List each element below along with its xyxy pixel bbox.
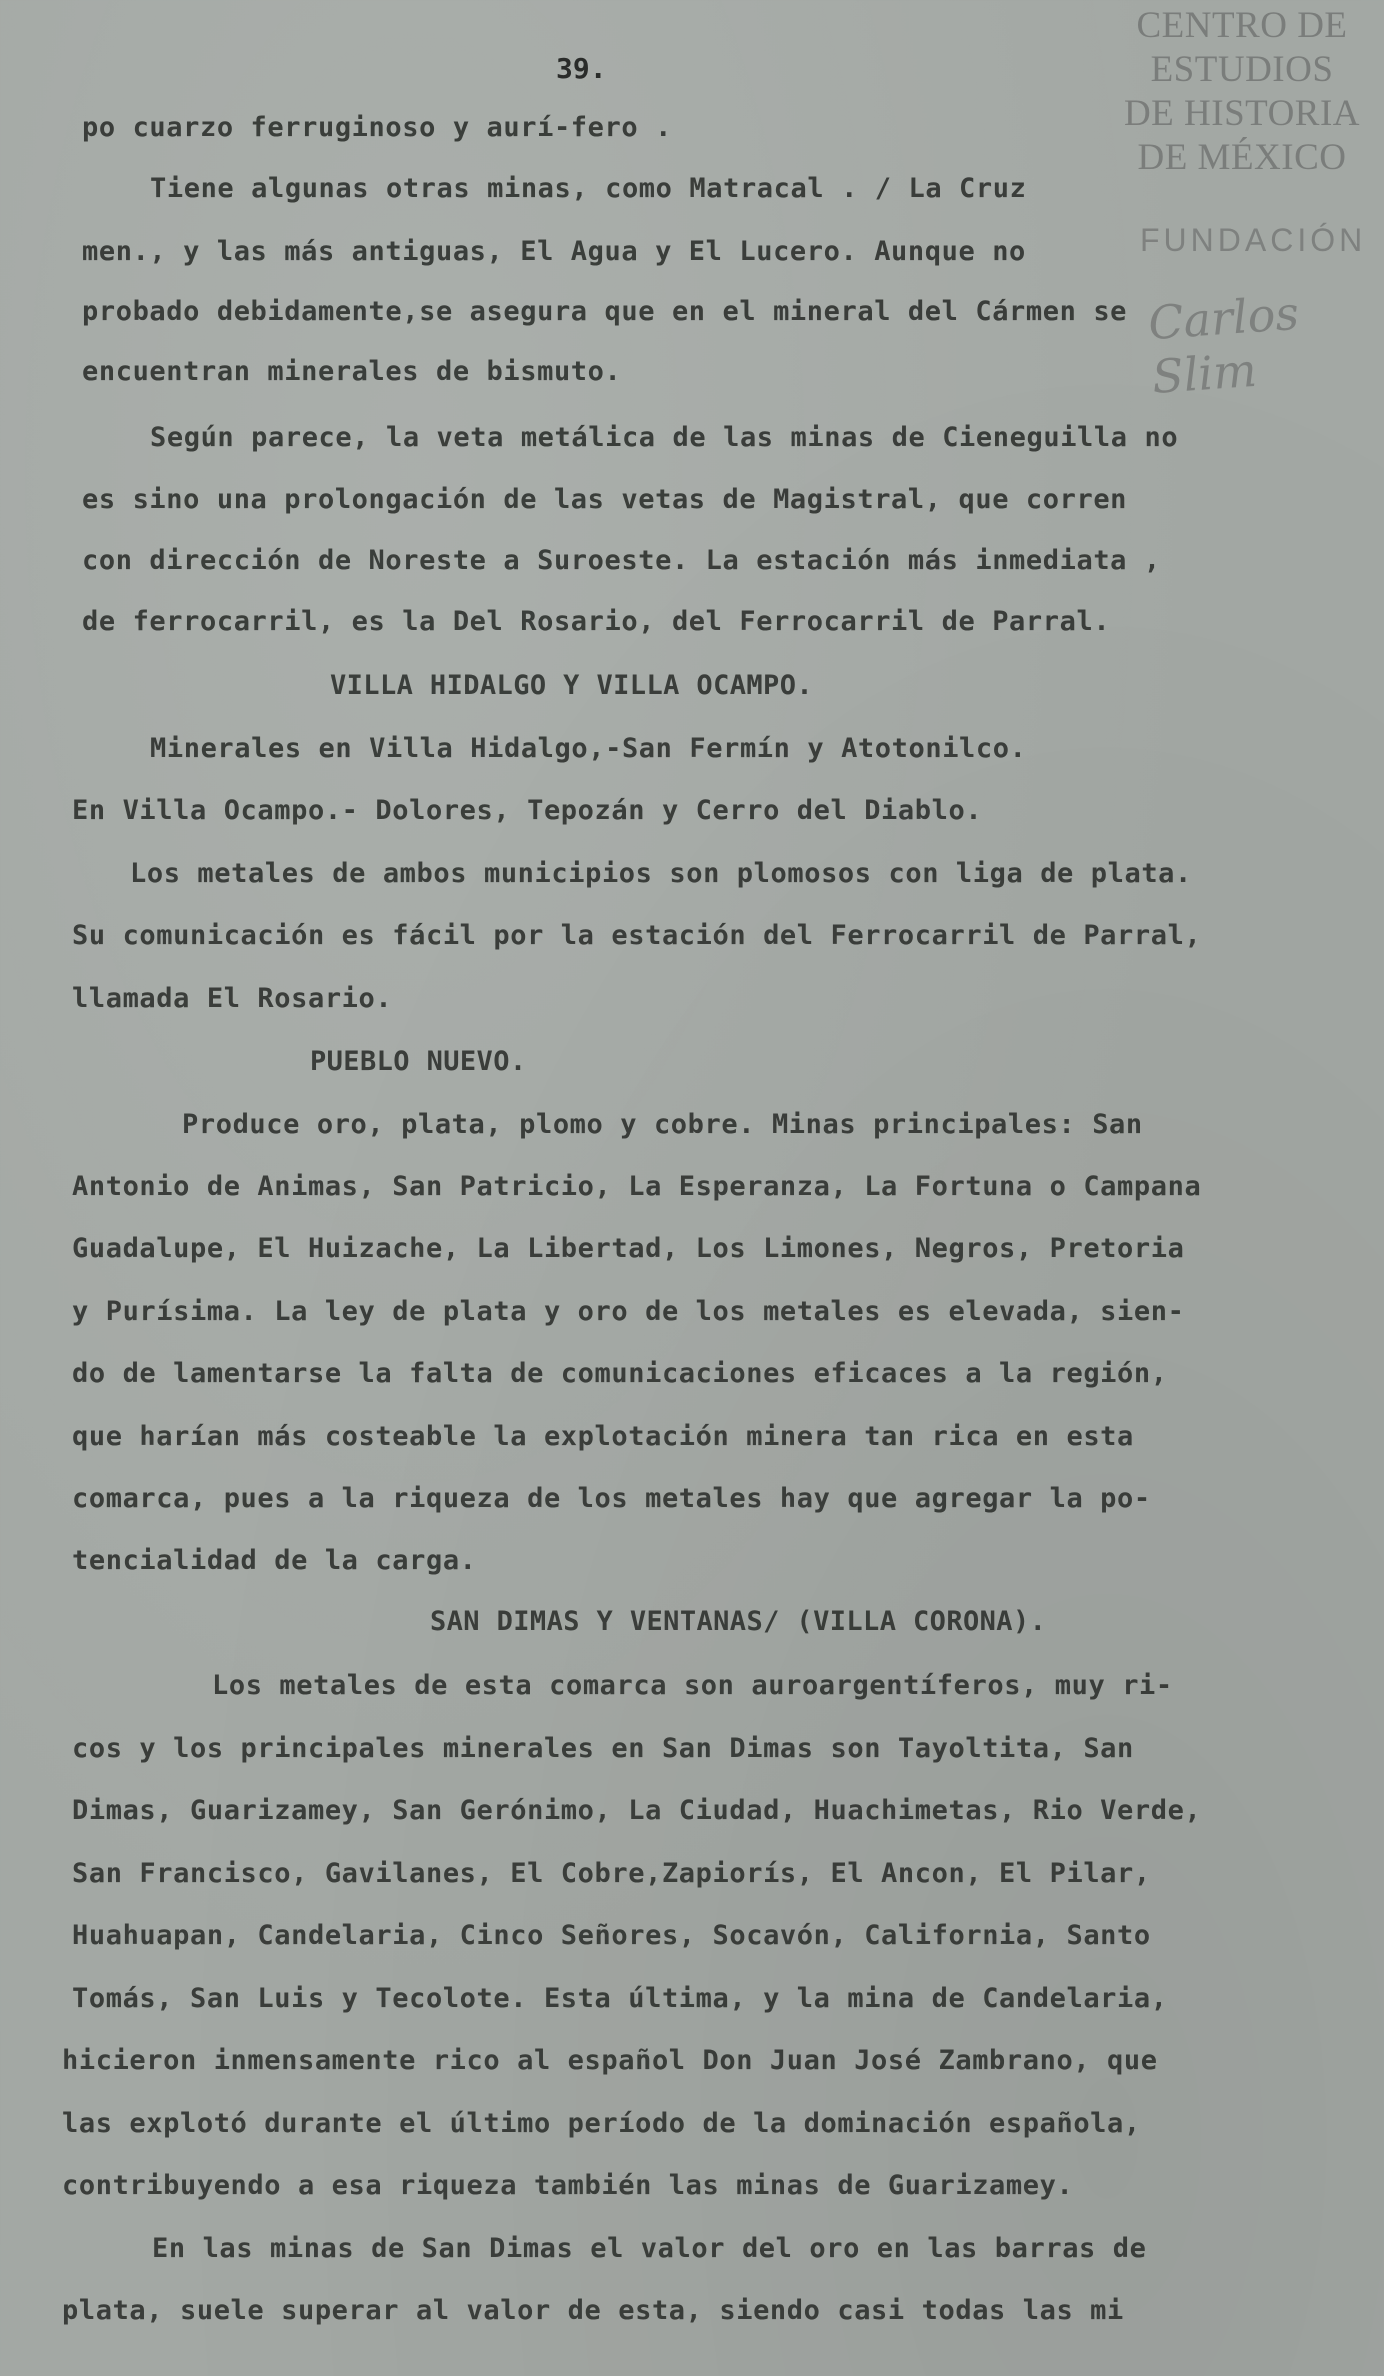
text-line: Su comunicación es fácil por la estación del Ferrocarril de Parral, <box>72 920 1202 951</box>
watermark-line: ESTUDIOS <box>1150 49 1334 90</box>
text-line: y Purísima. La ley de plata y oro de los metales es elevada, sien- <box>72 1296 1185 1327</box>
watermark-signature: Carlos Slim <box>1146 285 1301 405</box>
watermark-line: DE HISTORIA <box>1123 93 1361 134</box>
text-line: encuentran minerales de bismuto. <box>82 356 622 387</box>
text-line: San Francisco, Gavilanes, El Cobre,Zapiorís, El Ancon, El Pilar, <box>72 1858 1151 1889</box>
text-line: Dimas, Guarizamey, San Gerónimo, La Ciudad, Huachimetas, Rio Verde, <box>72 1795 1202 1826</box>
text-line: hicieron inmensamente rico al español Don Juan José Zambrano, que <box>62 2045 1158 2076</box>
text-line: llamada El Rosario. <box>72 983 393 1014</box>
text-line: plata, suele superar al valor de esta, siendo casi todas las mi <box>62 2295 1124 2326</box>
text-line: Minerales en Villa Hidalgo,-San Fermín y Atotonilco. <box>150 733 1027 764</box>
watermark-line: CENTRO DE <box>1136 5 1348 46</box>
text-line: comarca, pues a la riqueza de los metales hay que agregar la po- <box>72 1483 1151 1514</box>
text-line: es sino una prolongación de las vetas de Magistral, que corren <box>82 484 1128 515</box>
text-line: En las minas de San Dimas el valor del oro en las barras de <box>152 2233 1147 2264</box>
archive-watermark <box>1100 4 1384 180</box>
section-heading: PUEBLO NUEVO. <box>310 1046 527 1077</box>
text-line: contribuyendo a esa riqueza también las minas de Guarizamey. <box>62 2170 1074 2201</box>
text-line: probado debidamente,se asegura que en el mineral del Cármen se <box>82 296 1128 327</box>
text-line: Los metales de ambos municipios son plomosos con liga de plata. <box>130 858 1192 889</box>
watermark-line: DE MÉXICO <box>1137 137 1347 178</box>
text-line: de ferrocarril, es la Del Rosario, del Ferrocarril de Parral. <box>82 606 1111 637</box>
text-line: con dirección de Noreste a Suroeste. La estación más inmediata , <box>82 545 1161 576</box>
watermark-fundacion: FUNDACIÓN <box>1140 222 1367 258</box>
text-line: Tiene algunas otras minas, como Matracal . / La Cruz <box>150 173 1027 204</box>
text-line: Huahuapan, Candelaria, Cinco Señores, Socavón, California, Santo <box>72 1920 1151 1951</box>
text-line: cos y los principales minerales en San Dimas son Tayoltita, San <box>72 1733 1134 1764</box>
text-line: Los metales de esta comarca son auroargentíferos, muy ri- <box>212 1670 1173 1701</box>
text-line: tencialidad de la carga. <box>72 1545 477 1576</box>
text-line: men., y las más antiguas, El Agua y El Lucero. Aunque no <box>82 236 1026 267</box>
text-line: las explotó durante el último período de la dominación española, <box>62 2108 1141 2139</box>
section-heading: VILLA HIDALGO Y VILLA OCAMPO. <box>330 670 814 701</box>
text-line: Guadalupe, El Huizache, La Libertad, Los Limones, Negros, Pretoria <box>72 1233 1185 1264</box>
page-number: 39. <box>556 52 607 85</box>
text-line: po cuarzo ferruginoso y aurí-fero . <box>82 112 672 143</box>
text-line: Según parece, la veta metálica de las minas de Cieneguilla no <box>150 422 1179 453</box>
text-line: Produce oro, plata, plomo y cobre. Minas principales: San <box>182 1109 1143 1140</box>
text-line: Antonio de Animas, San Patricio, La Esperanza, La Fortuna o Campana <box>72 1171 1202 1202</box>
text-line: que harían más costeable la explotación minera tan rica en esta <box>72 1421 1134 1452</box>
text-line: Tomás, San Luis y Tecolote. Esta última, y la mina de Candelaria, <box>72 1983 1168 2014</box>
section-heading: SAN DIMAS Y VENTANAS/ (VILLA CORONA). <box>430 1606 1047 1637</box>
text-line: En Villa Ocampo.- Dolores, Tepozán y Cerro del Diablo. <box>72 795 983 826</box>
text-line: do de lamentarse la falta de comunicaciones eficaces a la región, <box>72 1358 1168 1389</box>
